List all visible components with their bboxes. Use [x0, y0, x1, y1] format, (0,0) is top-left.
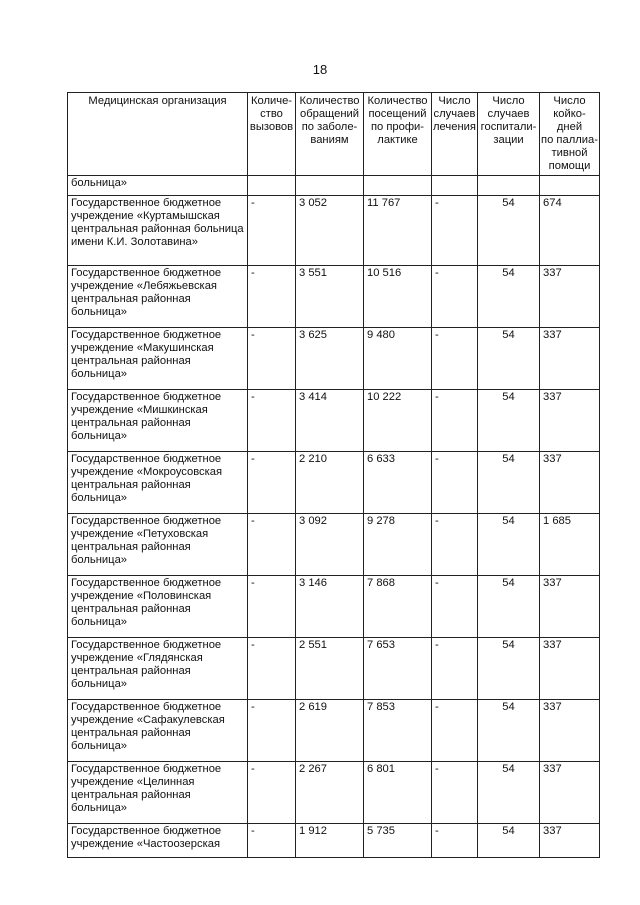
prevention-visits-cell: 6 801 — [364, 762, 432, 824]
disease-visits-cell: 3 625 — [296, 328, 364, 390]
empty-cell — [248, 176, 296, 196]
hospitalization-cases-cell: 54 — [478, 700, 540, 762]
disease-visits-cell: 3 052 — [296, 196, 364, 266]
org-cell: Государственное бюджетное учреждение «Куртамышская центральная районная больница имени К.И. Золотавина» — [68, 196, 248, 266]
header-treatment-cases: Число случаев лечения — [432, 93, 478, 176]
prevention-visits-cell: 7 653 — [364, 638, 432, 700]
prevention-visits-cell: 11 767 — [364, 196, 432, 266]
prevention-visits-cell: 10 222 — [364, 390, 432, 452]
org-cell: Государственное бюджетное учреждение «Мишкинская центральная районная больница» — [68, 390, 248, 452]
treatment-cases-cell: - — [432, 700, 478, 762]
empty-cell — [540, 176, 600, 196]
calls-cell: - — [248, 196, 296, 266]
table-row — [68, 700, 600, 762]
table-row — [68, 452, 600, 514]
calls-cell: - — [248, 328, 296, 390]
table-body — [68, 176, 600, 858]
treatment-cases-cell: - — [432, 638, 478, 700]
medical-organizations-table — [67, 92, 600, 858]
header-disease-visits: Количество обращений по заболе- ваниям — [296, 93, 364, 176]
palliative-bed-days-cell: 337 — [540, 638, 600, 700]
table-row — [68, 196, 600, 266]
disease-visits-cell: 3 551 — [296, 266, 364, 328]
org-cell: Государственное бюджетное учреждение «Глядянская центральная районная больница» — [68, 638, 248, 700]
treatment-cases-cell: - — [432, 266, 478, 328]
table-continuation-row — [68, 176, 600, 196]
prevention-visits-cell: 9 278 — [364, 514, 432, 576]
disease-visits-cell: 3 092 — [296, 514, 364, 576]
org-cell: Государственное бюджетное учреждение «Мокроусовская центральная районная больница» — [68, 452, 248, 514]
org-cell: Государственное бюджетное учреждение «Частоозерская — [68, 824, 248, 858]
table-row — [68, 328, 600, 390]
table-row — [68, 266, 600, 328]
org-cell: Государственное бюджетное учреждение «Петуховская центральная районная больница» — [68, 514, 248, 576]
prevention-visits-cell: 7 853 — [364, 700, 432, 762]
empty-cell — [478, 176, 540, 196]
palliative-bed-days-cell: 1 685 — [540, 514, 600, 576]
org-cell: Государственное бюджетное учреждение «Лебяжьевская центральная районная больница» — [68, 266, 248, 328]
palliative-bed-days-cell: 337 — [540, 452, 600, 514]
table-header-row — [68, 93, 600, 176]
hospitalization-cases-cell: 54 — [478, 266, 540, 328]
calls-cell: - — [248, 824, 296, 858]
calls-cell: - — [248, 762, 296, 824]
treatment-cases-cell: - — [432, 576, 478, 638]
calls-cell: - — [248, 452, 296, 514]
treatment-cases-cell: - — [432, 452, 478, 514]
prevention-visits-cell: 10 516 — [364, 266, 432, 328]
org-cell: Государственное бюджетное учреждение «Макушинская центральная районная больница» — [68, 328, 248, 390]
disease-visits-cell: 3 414 — [296, 390, 364, 452]
header-prevention-visits: Количество посещений по профи- лактике — [364, 93, 432, 176]
palliative-bed-days-cell: 337 — [540, 328, 600, 390]
prevention-visits-cell: 7 868 — [364, 576, 432, 638]
hospitalization-cases-cell: 54 — [478, 390, 540, 452]
empty-cell — [432, 176, 478, 196]
disease-visits-cell: 3 146 — [296, 576, 364, 638]
table-row — [68, 824, 600, 858]
header-hospitalization-cases: Число случаев госпитали- зации — [478, 93, 540, 176]
disease-visits-cell: 1 912 — [296, 824, 364, 858]
hospitalization-cases-cell: 54 — [478, 196, 540, 266]
hospitalization-cases-cell: 54 — [478, 576, 540, 638]
calls-cell: - — [248, 514, 296, 576]
table-row — [68, 576, 600, 638]
hospitalization-cases-cell: 54 — [478, 452, 540, 514]
prevention-visits-cell: 5 735 — [364, 824, 432, 858]
header-palliative-bed-days: Число койко-дней по паллиа- тивной помощи — [540, 93, 600, 176]
org-cell: Государственное бюджетное учреждение «Половинская центральная районная больница» — [68, 576, 248, 638]
treatment-cases-cell: - — [432, 196, 478, 266]
calls-cell: - — [248, 576, 296, 638]
table-row — [68, 514, 600, 576]
hospitalization-cases-cell: 54 — [478, 514, 540, 576]
table-row — [68, 638, 600, 700]
header-calls: Количе- ство вызовов — [248, 93, 296, 176]
table-row — [68, 390, 600, 452]
calls-cell: - — [248, 638, 296, 700]
header-organization: Медицинская организация — [68, 93, 248, 176]
org-cell: Государственное бюджетное учреждение «Сафакулевская центральная районная больница» — [68, 700, 248, 762]
calls-cell: - — [248, 266, 296, 328]
disease-visits-cell: 2 551 — [296, 638, 364, 700]
palliative-bed-days-cell: 337 — [540, 762, 600, 824]
prevention-visits-cell: 9 480 — [364, 328, 432, 390]
empty-cell — [296, 176, 364, 196]
hospitalization-cases-cell: 54 — [478, 762, 540, 824]
hospitalization-cases-cell: 54 — [478, 638, 540, 700]
empty-cell — [364, 176, 432, 196]
table-row — [68, 762, 600, 824]
disease-visits-cell: 2 619 — [296, 700, 364, 762]
treatment-cases-cell: - — [432, 824, 478, 858]
prevention-visits-cell: 6 633 — [364, 452, 432, 514]
palliative-bed-days-cell: 337 — [540, 824, 600, 858]
page-number: 18 — [312, 62, 328, 77]
treatment-cases-cell: - — [432, 390, 478, 452]
palliative-bed-days-cell: 337 — [540, 390, 600, 452]
disease-visits-cell: 2 267 — [296, 762, 364, 824]
calls-cell: - — [248, 700, 296, 762]
hospitalization-cases-cell: 54 — [478, 328, 540, 390]
calls-cell: - — [248, 390, 296, 452]
treatment-cases-cell: - — [432, 762, 478, 824]
org-cell: Государственное бюджетное учреждение «Целинная центральная районная больница» — [68, 762, 248, 824]
hospitalization-cases-cell: 54 — [478, 824, 540, 858]
treatment-cases-cell: - — [432, 514, 478, 576]
treatment-cases-cell: - — [432, 328, 478, 390]
palliative-bed-days-cell: 337 — [540, 576, 600, 638]
continuation-org-cell: больница» — [68, 176, 248, 196]
palliative-bed-days-cell: 674 — [540, 196, 600, 266]
disease-visits-cell: 2 210 — [296, 452, 364, 514]
palliative-bed-days-cell: 337 — [540, 700, 600, 762]
palliative-bed-days-cell: 337 — [540, 266, 600, 328]
